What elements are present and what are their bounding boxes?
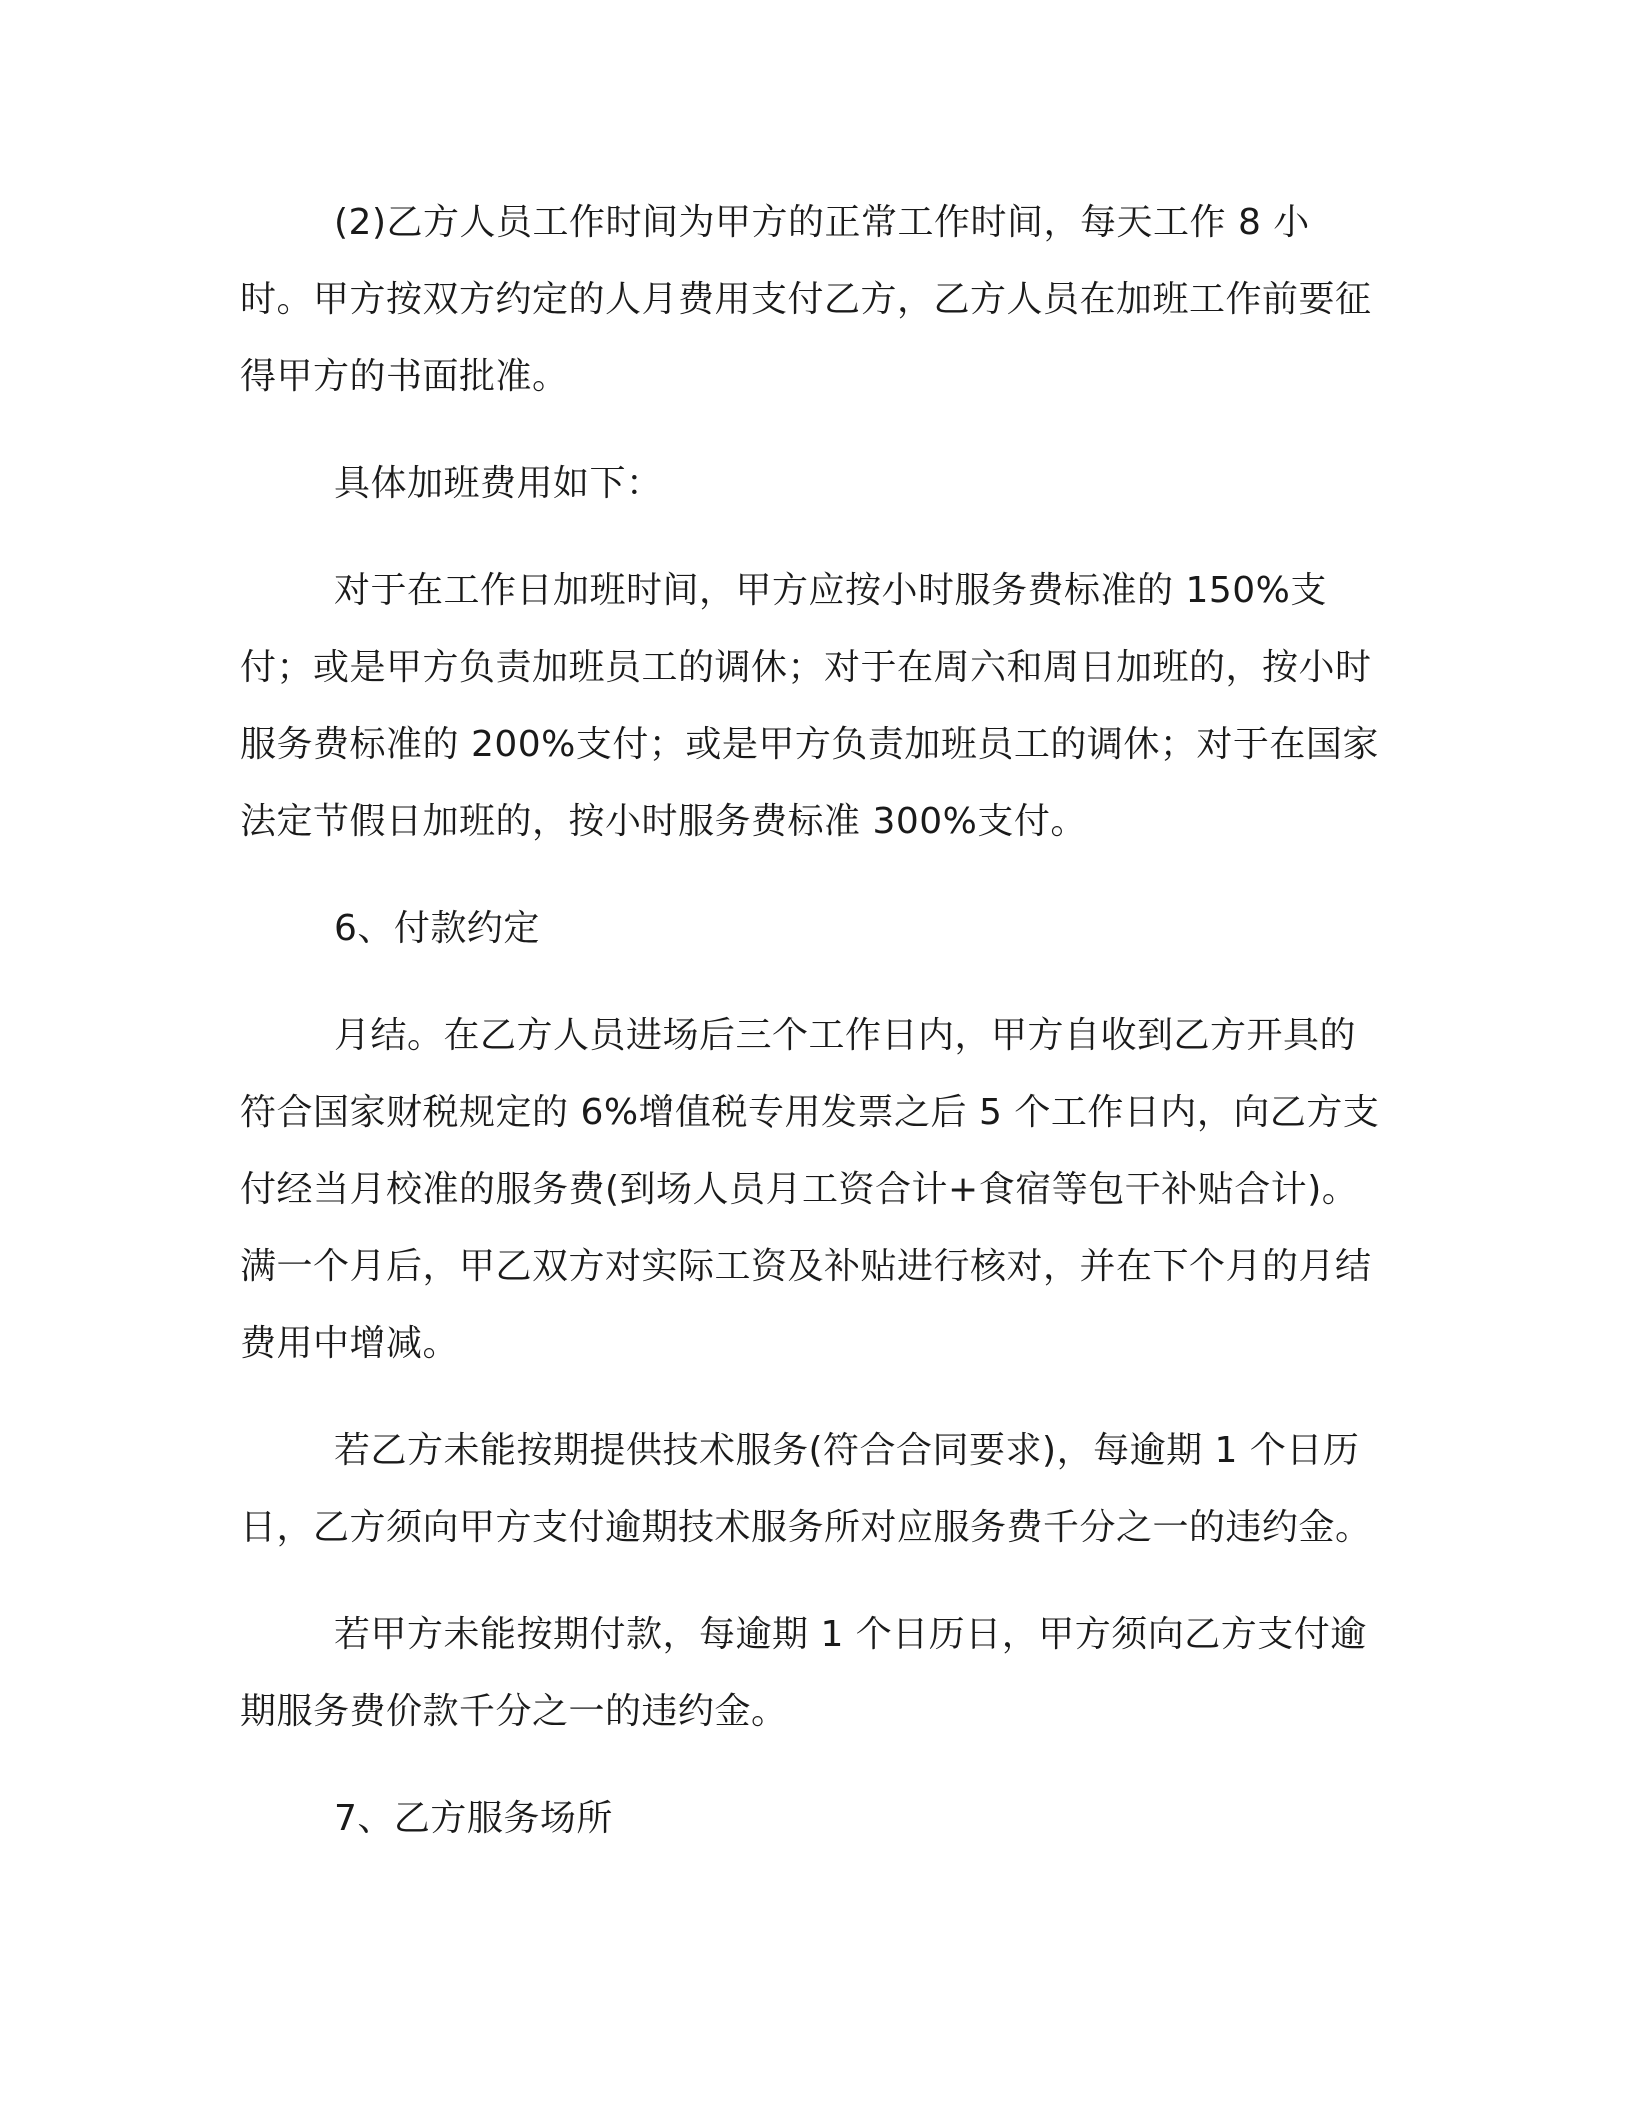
paragraph-gap: [240, 967, 1380, 997]
paragraph-gap: [240, 1566, 1380, 1596]
section-heading-payment: 6、付款约定: [334, 908, 540, 949]
paragraph-work-hours: (2)乙方人员工作时间为甲方的正常工作时间，每天工作 8 小时。甲方按双方约定的人月费用支付乙方，乙方人员在加班工作前要征得甲方的书面批准。: [240, 202, 1372, 397]
paragraph-gap: [240, 1750, 1380, 1780]
paragraph-overtime-intro: 具体加班费用如下：: [334, 463, 663, 504]
paragraph-monthly-settlement: 月结。在乙方人员进场后三个工作日内，甲方自收到乙方开具的符合国家财税规定的 6%增值税专用发票之后 5 个工作日内，向乙方支付经当月校准的服务费(到场人员月工资合计+食宿等包干补贴合计)。满一个月后，甲乙双方对实际工资及补贴进行核对，并在下个月的月结费用中增减。: [240, 1015, 1380, 1364]
document-body: [240, 184, 1380, 1857]
paragraph-supplier-penalty: 若乙方未能按期提供技术服务(符合合同要求)，每逾期 1 个日历日，乙方须向甲方支付逾期技术服务所对应服务费千分之一的违约金。: [240, 1430, 1372, 1548]
section-heading-service-location: 7、乙方服务场所: [334, 1798, 613, 1839]
paragraph-gap: [240, 1382, 1380, 1412]
paragraph-gap: [240, 415, 1380, 445]
paragraph-overtime-rates: 对于在工作日加班时间，甲方应按小时服务费标准的 150%支付；或是甲方负责加班员工的调休；对于在周六和周日加班的，按小时服务费标准的 200%支付；或是甲方负责加班员工的调休；对于在国家法定节假日加班的，按小时服务费标准 300%支付。: [240, 570, 1379, 842]
paragraph-gap: [240, 522, 1380, 552]
paragraph-gap: [240, 860, 1380, 890]
paragraph-client-penalty: 若甲方未能按期付款，每逾期 1 个日历日，甲方须向乙方支付逾期服务费价款千分之一的违约金。: [240, 1614, 1367, 1732]
